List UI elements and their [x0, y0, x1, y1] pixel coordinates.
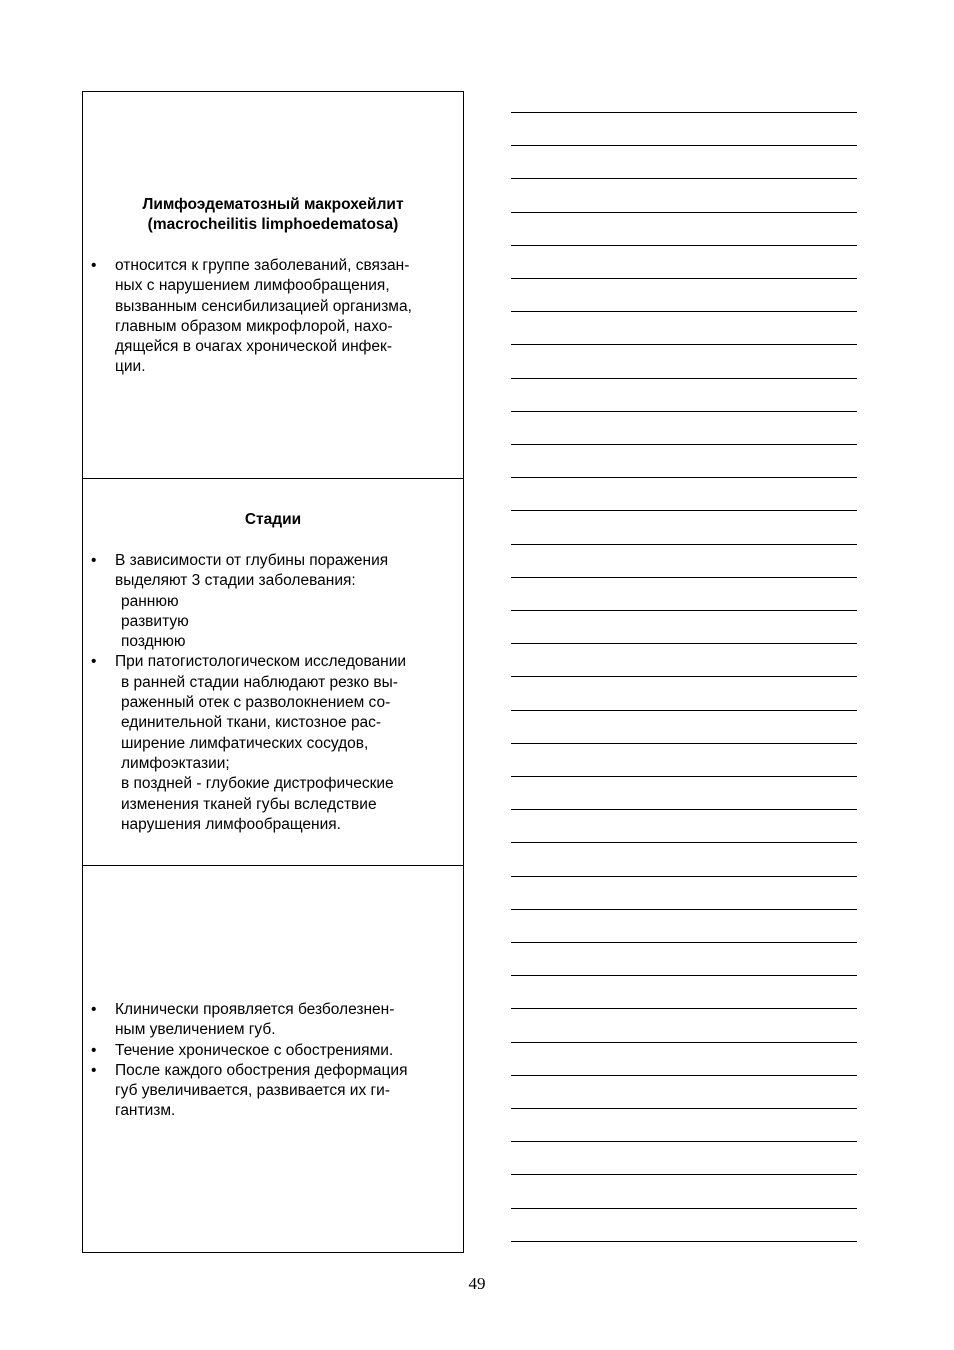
bullet-item	[83, 551, 457, 652]
stage-item: развитую	[121, 612, 189, 630]
note-line	[511, 278, 857, 279]
note-line	[511, 1042, 857, 1043]
text-line: • В зависимости от глубины поражения	[115, 552, 389, 569]
note-line	[511, 1075, 857, 1076]
note-line	[511, 842, 857, 843]
text-line: изменения тканей губы вследствие	[121, 795, 377, 813]
text-line: выделяют 3 стадии заболевания:	[115, 572, 356, 590]
note-line	[511, 311, 857, 312]
note-line	[511, 710, 857, 711]
stage-item: раннюю	[121, 592, 179, 610]
text-line: единительной ткани, кистозное рас-	[121, 714, 382, 732]
bullet-list	[83, 256, 457, 378]
text-line: вызванным сенсибилизацией организма,	[115, 297, 412, 315]
note-line	[511, 1008, 857, 1009]
text-line: губ увеличивается, развивается их ги-	[115, 1082, 390, 1100]
note-line	[511, 344, 857, 345]
note-line	[511, 378, 857, 379]
slide-3	[82, 866, 464, 1253]
text-line: • При патогистологическом исследовании	[115, 653, 407, 671]
note-line	[511, 942, 857, 943]
note-line	[511, 1141, 857, 1142]
text-line: • относится к группе заболеваний, связан-	[115, 257, 410, 274]
note-line	[511, 112, 857, 113]
slide-title: Стадии	[244, 511, 302, 528]
page-number: 49	[468, 1274, 486, 1293]
note-line	[511, 776, 857, 777]
note-line	[511, 676, 857, 677]
text-line: в ранней стадии наблюдают резко вы-	[121, 673, 398, 691]
note-line	[511, 975, 857, 976]
text-line: ширение лимфатических сосудов,	[121, 734, 369, 752]
title-line: Лимфоэдематозный макрохейлит	[142, 196, 404, 213]
slides-column	[82, 91, 464, 1253]
text-line: раженный отек с разволокнением со-	[121, 694, 391, 712]
note-line	[511, 178, 857, 179]
stage-item: позднюю	[121, 633, 186, 651]
text-line: ции.	[115, 358, 146, 376]
note-line	[511, 809, 857, 810]
sub-paragraph-late	[115, 774, 457, 835]
text-line: лимфоэктазии;	[121, 754, 230, 772]
note-line	[511, 411, 857, 412]
text-line: нарушения лимфообращения.	[121, 815, 341, 833]
note-line	[511, 544, 857, 545]
note-line	[511, 909, 857, 910]
note-line	[511, 1174, 857, 1175]
note-line	[511, 743, 857, 744]
bullet-item	[83, 1000, 457, 1041]
note-line	[511, 1241, 857, 1242]
bullet-item	[83, 256, 457, 378]
note-line	[511, 212, 857, 213]
text-line: в поздней - глубокие дистрофические	[121, 775, 394, 793]
note-line	[511, 477, 857, 478]
bullet-list	[83, 1000, 457, 1122]
bullet-item	[83, 1061, 457, 1122]
bullet-item	[83, 652, 457, 835]
note-line	[511, 510, 857, 511]
text-line: гантизм.	[115, 1102, 176, 1120]
bullet-list	[83, 551, 457, 835]
slide-2	[82, 479, 464, 866]
note-line	[511, 145, 857, 146]
note-line	[511, 577, 857, 578]
text-line: ным увеличением губ.	[115, 1021, 276, 1039]
note-line	[511, 444, 857, 445]
note-line	[511, 1108, 857, 1109]
note-line	[511, 245, 857, 246]
slide-1	[82, 91, 464, 479]
note-line	[511, 643, 857, 644]
text-line: • После каждого обострения деформация	[115, 1061, 408, 1079]
text-line: ных с нарушением лимфообращения,	[115, 277, 390, 295]
text-line: • Течение хроническое с обострениями.	[115, 1041, 394, 1059]
note-line	[511, 1208, 857, 1209]
text-line: дящейся в очагах хронической инфек-	[115, 338, 392, 356]
note-line	[511, 876, 857, 877]
title-line: (macrocheilitis limphoedematosa)	[147, 216, 399, 233]
note-line	[511, 610, 857, 611]
text-line: главным образом микрофлорой, нахо-	[115, 317, 393, 335]
text-line: • Клинически проявляется безболезнен-	[115, 1001, 395, 1018]
bullet-item	[83, 1041, 457, 1061]
slide-title	[83, 195, 463, 235]
sub-paragraph-early	[115, 673, 457, 774]
